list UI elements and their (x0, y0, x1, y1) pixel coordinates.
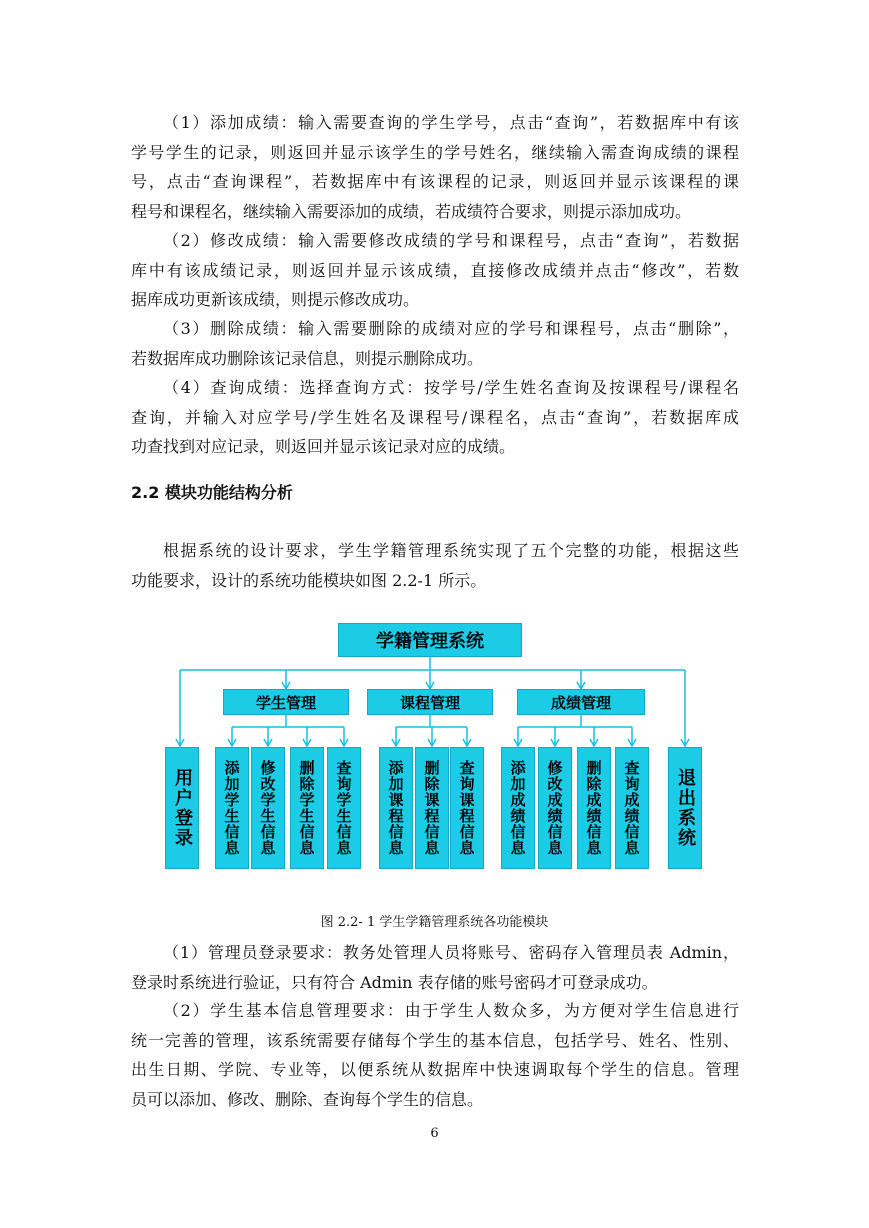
paragraph-line: 登录时系统进行验证，只有符合 Admin 表存储的账号密码才可登录成功。 (131, 972, 658, 992)
arrow-head (392, 739, 400, 746)
function-box: 修改成绩信息 (538, 747, 572, 869)
function-box: 添加课程信息 (379, 747, 413, 869)
arrow-head (340, 739, 348, 746)
paragraph (131, 108, 739, 226)
function-box: 删除学生信息 (290, 747, 324, 869)
group-box: 成绩管理 (517, 689, 645, 715)
paragraph-line: 功能要求，设计的系统功能模块如图 2.2-1 所示。 (131, 570, 487, 590)
paragraph-line: 号，点击“查询课程”，若数据库中有该课程的记录，则返回并显示该课程的课 (131, 172, 739, 191)
arrow-head (228, 739, 236, 746)
function-box: 添加成绩信息 (501, 747, 535, 869)
function-box: 修改学生信息 (251, 747, 285, 869)
paragraph (131, 226, 739, 315)
section-heading: 2.2 模块功能结构分析 (131, 483, 293, 502)
arrow-head (463, 739, 471, 746)
function-box: 删除课程信息 (415, 747, 449, 869)
function-box: 查询学生信息 (327, 747, 361, 869)
figure-caption: 图 2.2- 1 学生学籍管理系统各功能模块 (320, 915, 549, 930)
paragraph-line: 程号和课程名，继续输入需要添加的成绩，若成绩符合要求，则提示添加成功。 (131, 201, 692, 221)
paragraph-line: 统一完善的管理，该系统需要存储每个学生的基本信息，包括学号、姓名、性别、 (131, 1030, 739, 1050)
group-box: 学生管理 (223, 689, 349, 715)
group-box: 课程管理 (367, 689, 493, 715)
paragraph-line: 库中有该成绩记录，则返回并显示该成绩，直接修改成绩并点击“修改”，若数 (131, 260, 739, 280)
arrow-head (551, 739, 559, 746)
paragraph (131, 938, 739, 997)
arrow-head (264, 739, 272, 746)
arrow-head (428, 739, 436, 746)
paragraph-line: 功查找到对应记录，则返回并显示该记录对应的成绩。 (131, 437, 516, 456)
function-box: 删除成绩信息 (577, 747, 611, 869)
paragraph (131, 314, 739, 373)
arrow-head (303, 739, 311, 746)
paragraph (131, 373, 739, 462)
paragraph (131, 996, 739, 1114)
leaf-box-user-login: 用户登录 (165, 747, 199, 869)
arrow-head (681, 739, 689, 746)
paragraph-line: 员可以添加、修改、删除、查询每个学生的信息。 (131, 1089, 484, 1109)
paragraph-line: （2）学生基本信息管理要求：由于学生人数众多，为方便对学生信息进行 (163, 1001, 739, 1020)
arrow-head (176, 739, 184, 746)
arrow-head (514, 739, 522, 746)
arrow-head (426, 682, 434, 689)
paragraph-line: （4）查询成绩：选择查询方式：按学号/学生姓名查询及按课程号/课程名 (163, 378, 739, 397)
paragraph-line: （1）添加成绩：输入需要查询的学生学号，点击“查询”，若数据库中有该 (163, 113, 739, 132)
function-box: 查询课程信息 (450, 747, 484, 869)
paragraph-line: 出生日期、学院、专业等，以便系统从数据库中快速调取每个学生的信息。管理 (131, 1060, 739, 1079)
function-box: 添加学生信息 (215, 747, 249, 869)
paragraph (131, 536, 739, 595)
root-box: 学籍管理系统 (338, 623, 522, 657)
paragraph-line: （3）删除成绩：输入需要删除的成绩对应的学号和课程号，点击“删除”， (163, 319, 739, 338)
arrow-head (282, 682, 290, 689)
arrow-head (577, 682, 585, 689)
leaf-box-exit-system: 退出系统 (668, 747, 702, 869)
paragraph-line: 根据系统的设计要求，学生学籍管理系统实现了五个完整的功能，根据这些 (163, 541, 739, 560)
page-number: 6 (430, 1126, 439, 1141)
paragraph-line: 学号学生的记录，则返回并显示该学生的学号姓名，继续输入需查询成绩的课程 (131, 142, 739, 162)
function-box: 查询成绩信息 (615, 747, 649, 869)
paragraph-line: （1）管理员登录要求：教务处管理人员将账号、密码存入管理员表 Admin， (163, 943, 739, 962)
paragraph-line: 若数据库成功删除该记录信息，则提示删除成功。 (131, 348, 484, 368)
paragraph-line: 查询，并输入对应学号/学生姓名及课程号/课程名，点击“查询”，若数据库成 (131, 407, 739, 427)
paragraph-line: 据库成功更新该成绩，则提示修改成功。 (131, 290, 420, 309)
paragraph-line: （2）修改成绩：输入需要修改成绩的学号和课程号，点击“查询”，若数据 (163, 231, 739, 250)
arrow-head (628, 739, 636, 746)
arrow-head (590, 739, 598, 746)
